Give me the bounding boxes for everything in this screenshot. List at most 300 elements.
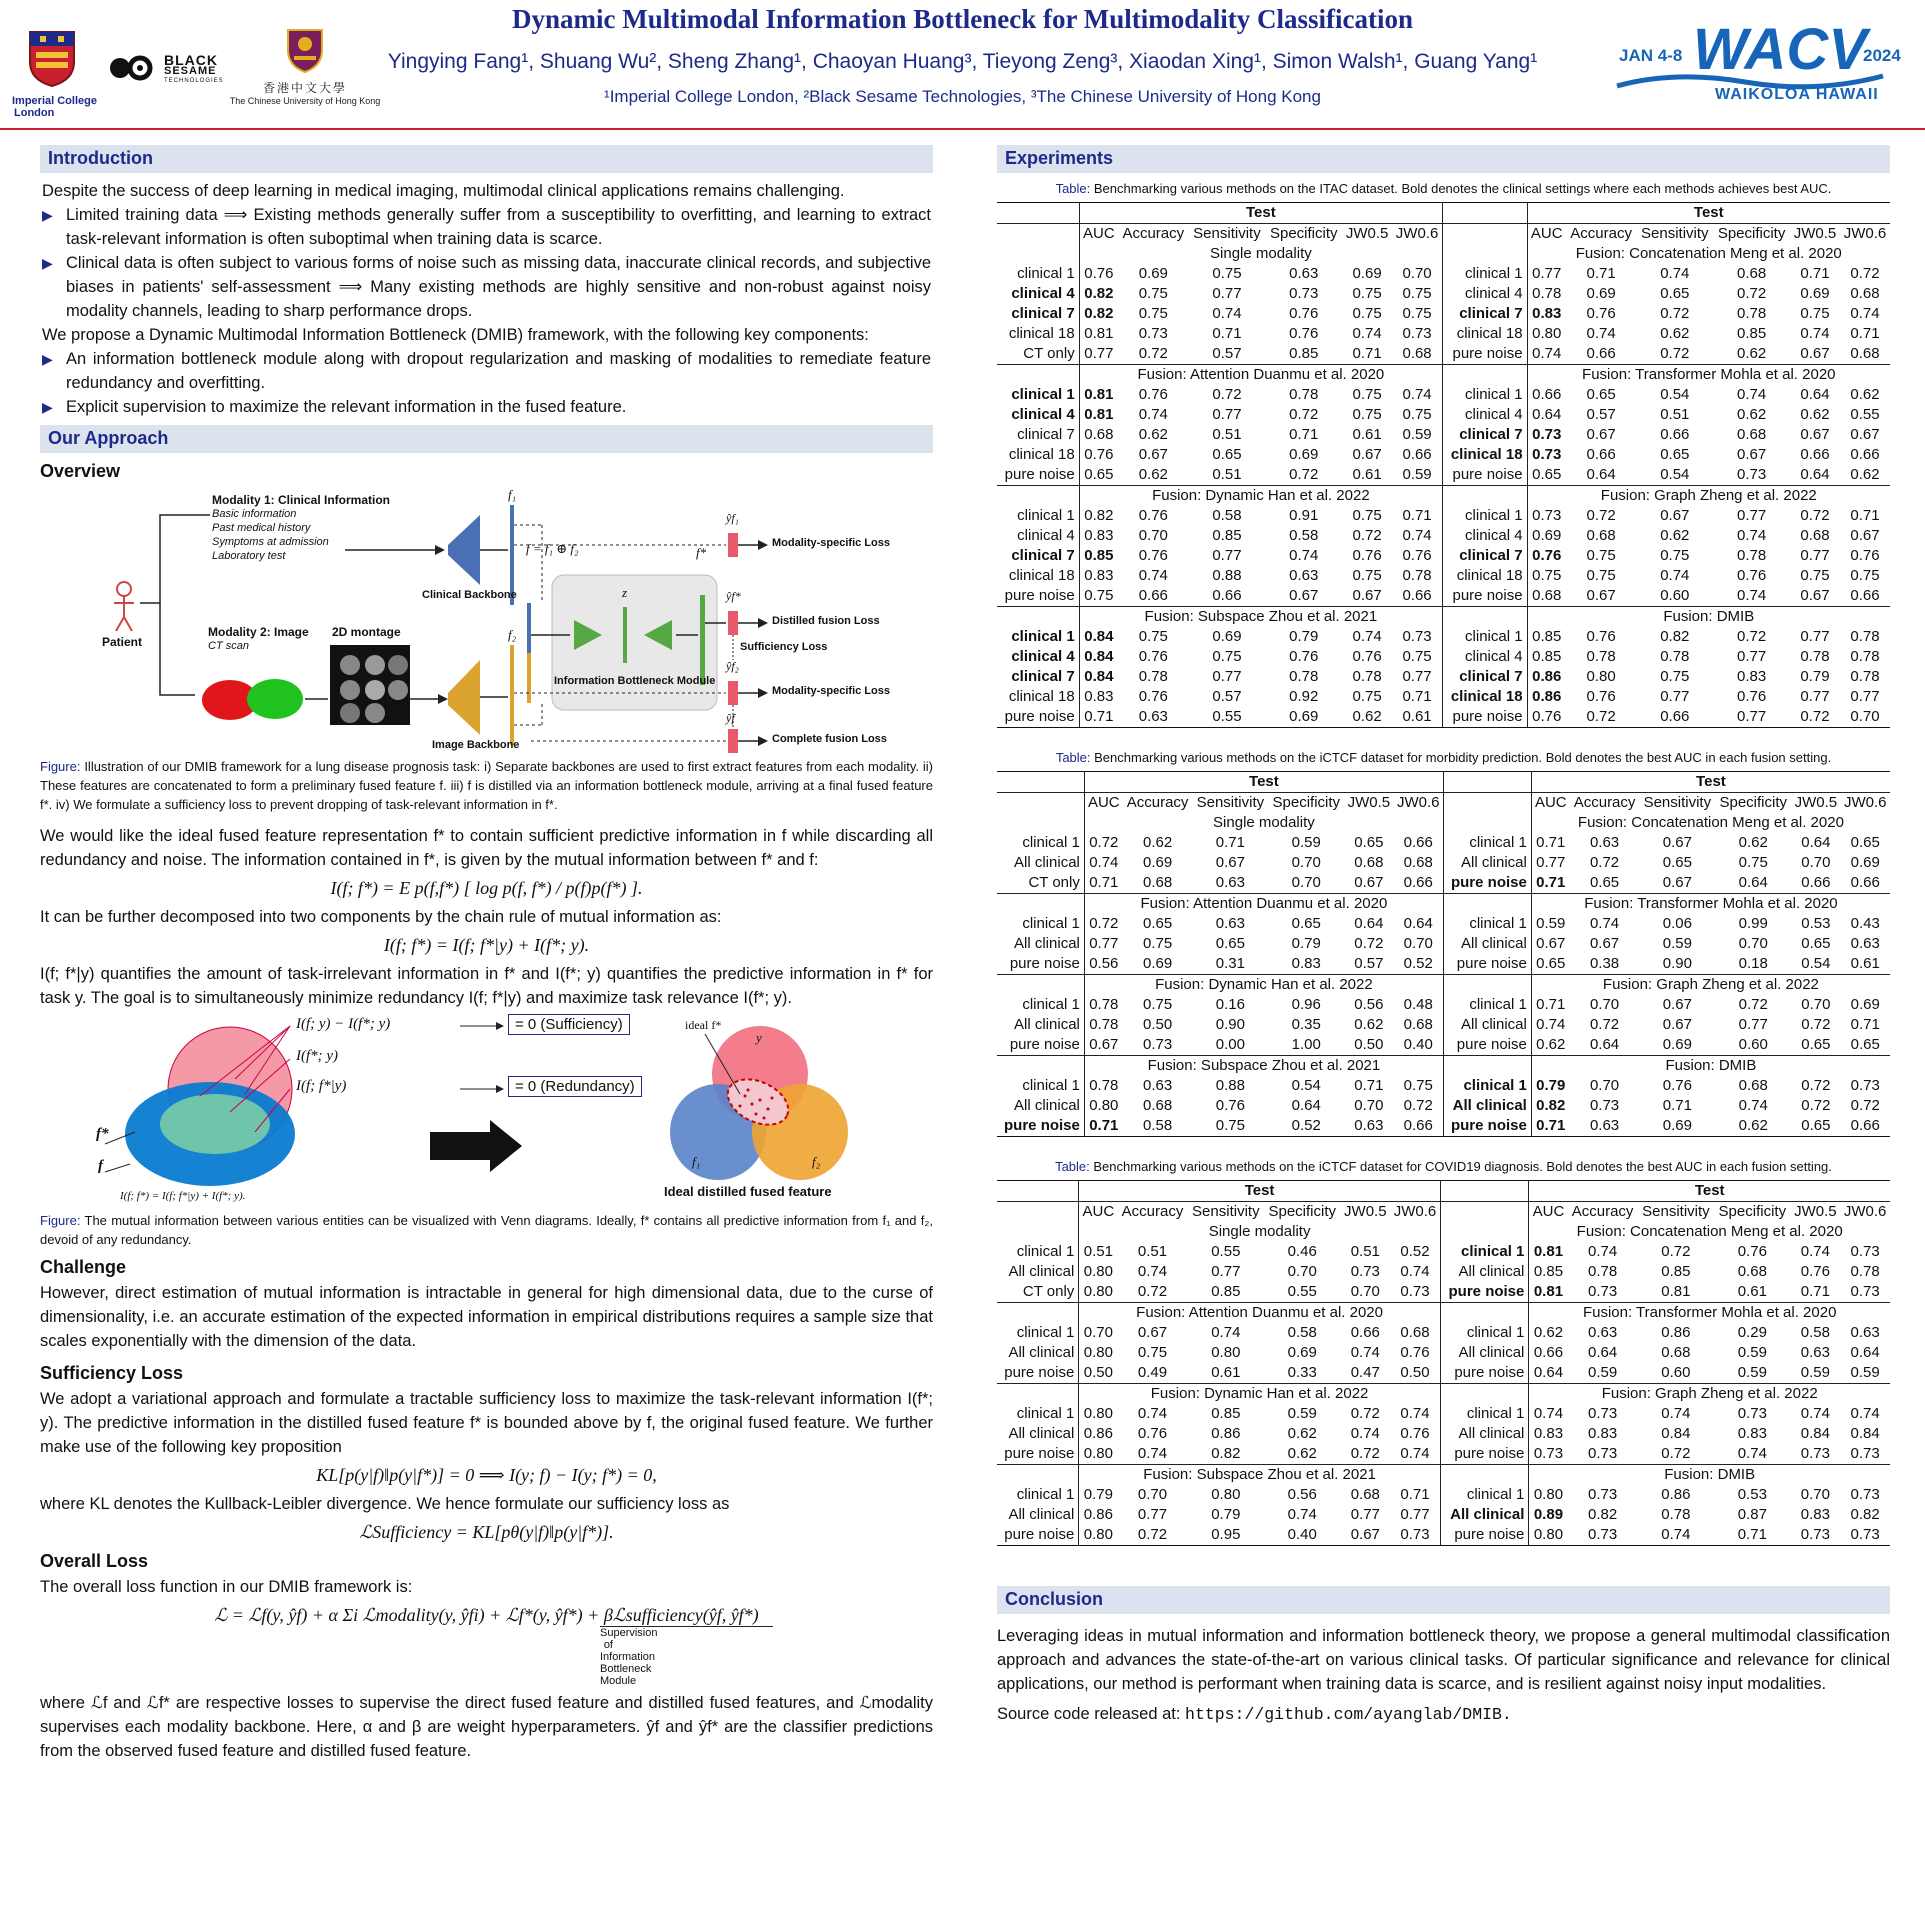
header-blank bbox=[1443, 203, 1528, 224]
intro-paragraph: Despite the success of deep learning in medical imaging, multimodal clinical applications remains challenging. bbox=[42, 182, 845, 200]
metric-value: 0.52 bbox=[1394, 954, 1444, 975]
metric-value: 0.68 bbox=[1390, 1323, 1440, 1343]
metric-value: 0.71 bbox=[1662, 1097, 1692, 1114]
metric-value: 0.77 bbox=[1800, 628, 1830, 645]
modality1-item: Past medical history bbox=[212, 522, 311, 534]
metric-value: 0.73 bbox=[1289, 285, 1319, 302]
metric-header: Accuracy bbox=[1123, 793, 1193, 814]
metric-value: 0.76 bbox=[1352, 547, 1382, 564]
metric-header: Sensitivity bbox=[1188, 1202, 1264, 1223]
metric-value: 0.06 bbox=[1662, 915, 1692, 932]
metric-header: Specificity bbox=[1713, 224, 1790, 245]
metric-value: 0.73 bbox=[1850, 1445, 1880, 1462]
ib-module-label: Information Bottleneck Module bbox=[554, 675, 716, 687]
metric-value: 0.69 bbox=[1850, 996, 1880, 1013]
metric-value: 0.46 bbox=[1287, 1243, 1317, 1260]
metric-value: 0.65 bbox=[1660, 285, 1690, 302]
metric-header: AUC bbox=[1079, 224, 1118, 245]
metric-value: 0.74 bbox=[1800, 325, 1830, 342]
section-title: Fusion: DMIB bbox=[1527, 607, 1890, 628]
header-blank bbox=[997, 1202, 1079, 1223]
setting-label: clinical 18 bbox=[997, 687, 1079, 707]
metric-value: 0.69 bbox=[1639, 1116, 1715, 1137]
metric-value: 0.65 bbox=[1142, 915, 1173, 932]
setting-label: pure noise bbox=[1440, 1282, 1529, 1303]
metric-value: 0.83 bbox=[1084, 527, 1114, 544]
setting-label: clinical 1 bbox=[997, 264, 1079, 284]
metric-value: 0.60 bbox=[1660, 587, 1690, 604]
metric-value: 0.68 bbox=[1142, 1097, 1173, 1114]
metric-value: 0.85 bbox=[1533, 1263, 1564, 1280]
metric-value: 0.66 bbox=[1392, 445, 1442, 465]
metric-value: 0.77 bbox=[1737, 507, 1767, 524]
table-row bbox=[997, 995, 1890, 1015]
metric-value: 0.75 bbox=[1138, 628, 1168, 645]
section-blank bbox=[1443, 975, 1531, 996]
metric-value: 0.70 bbox=[1801, 996, 1831, 1013]
metric-value: 0.70 bbox=[1083, 1324, 1113, 1341]
metric-value: 0.70 bbox=[1287, 1263, 1317, 1280]
metric-value: 0.85 bbox=[1737, 325, 1767, 342]
metric-value: 0.62 bbox=[1737, 406, 1767, 423]
metric-value: 0.75 bbox=[1660, 668, 1690, 685]
metric-value: 0.86 bbox=[1211, 1425, 1241, 1442]
setting-label: clinical 1 bbox=[1440, 1242, 1529, 1262]
metric-value: 0.74 bbox=[1350, 1425, 1380, 1442]
metric-value: 0.63 bbox=[1850, 935, 1880, 952]
metric-value: 0.65 bbox=[1660, 446, 1690, 463]
metric-value: 0.62 bbox=[1142, 834, 1173, 851]
metric-value: 0.58 bbox=[1289, 527, 1319, 544]
test-header: Test bbox=[1079, 1181, 1441, 1202]
metric-value: 0.66 bbox=[1394, 873, 1444, 894]
metric-header: Specificity bbox=[1268, 793, 1344, 814]
metric-header: JW0.5 bbox=[1344, 793, 1393, 814]
metric-value: 0.75 bbox=[1850, 567, 1880, 584]
metric-value: 0.48 bbox=[1394, 995, 1444, 1015]
metric-value: 0.70 bbox=[1350, 1283, 1380, 1300]
setting-label: pure noise bbox=[1443, 344, 1528, 365]
setting-label: clinical 1 bbox=[1443, 1076, 1531, 1096]
header-blank bbox=[997, 772, 1084, 793]
metric-value: 0.53 bbox=[1737, 1486, 1767, 1503]
wacv-logo bbox=[1615, 17, 1915, 110]
setting-label: clinical 18 bbox=[1443, 687, 1528, 707]
metric-value: 0.85 bbox=[1212, 527, 1242, 544]
metric-value: 0.76 bbox=[1737, 688, 1767, 705]
poster-title: Dynamic Multimodal Information Bottleneck for Multimodality Classification bbox=[512, 4, 1413, 34]
metric-value: 0.75 bbox=[1394, 1076, 1444, 1096]
metric-value: 0.70 bbox=[1291, 874, 1321, 891]
metric-value: 0.68 bbox=[1350, 1486, 1380, 1503]
metric-value: 0.62 bbox=[1850, 466, 1880, 483]
setting-label: clinical 1 bbox=[1440, 1404, 1529, 1424]
redundancy-paragraph: I(f; f*|y) quantifies the amount of task-irrelevant information in f* and I(f*; y) quantifies the predictive information in f* for task y. The goal is to simultaneously minimize redundancy I(f; f*|y) and maximize task relevance I(f*; y). bbox=[40, 965, 933, 1007]
metric-value: 0.80 bbox=[1083, 1263, 1113, 1280]
metric-value: 0.72 bbox=[1660, 345, 1690, 362]
header-blank bbox=[1443, 772, 1531, 793]
metric-value: 0.65 bbox=[1084, 466, 1114, 483]
metric-value: 0.72 bbox=[1589, 1016, 1620, 1033]
metric-value: 0.64 bbox=[1801, 834, 1831, 851]
metric-value: 0.68 bbox=[1737, 1263, 1767, 1280]
metric-value: 0.51 bbox=[1350, 1243, 1380, 1260]
results-table-2 bbox=[997, 750, 1890, 1137]
metric-value: 0.71 bbox=[1289, 426, 1319, 443]
metric-value: 0.70 bbox=[1394, 934, 1444, 954]
metric-header: JW0.6 bbox=[1840, 1202, 1890, 1223]
metric-value: 0.84 bbox=[1084, 628, 1114, 645]
metric-value: 0.80 bbox=[1083, 1283, 1113, 1300]
section-title: Fusion: Graph Zheng et al. 2022 bbox=[1531, 975, 1890, 996]
source-code-label: Source code released at: bbox=[997, 1705, 1181, 1723]
setting-label: pure noise bbox=[1440, 1363, 1529, 1384]
metric-value: 0.72 bbox=[1394, 1096, 1444, 1116]
metric-value: 0.77 bbox=[1390, 1505, 1440, 1525]
metric-value: 0.62 bbox=[1354, 1016, 1384, 1033]
metric-value: 0.57 bbox=[1354, 955, 1384, 972]
metric-value: 0.80 bbox=[1533, 1486, 1564, 1503]
metric-header: JW0.6 bbox=[1394, 793, 1444, 814]
metric-value: 0.57 bbox=[1212, 688, 1242, 705]
metric-value: 0.75 bbox=[1142, 935, 1173, 952]
results-table-1 bbox=[997, 181, 1890, 728]
metric-value: 0.52 bbox=[1390, 1242, 1440, 1262]
metric-value: 0.62 bbox=[1715, 1116, 1791, 1137]
venn-y: y bbox=[756, 1030, 762, 1045]
header-blank bbox=[1443, 224, 1528, 245]
metric-header: JW0.6 bbox=[1392, 224, 1442, 245]
metric-value: 0.74 bbox=[1661, 1405, 1691, 1422]
metric-value: 0.72 bbox=[1117, 1525, 1187, 1546]
technologies-text: TECHNOLOGIES bbox=[164, 78, 224, 84]
metric-value: 0.86 bbox=[1532, 688, 1562, 705]
metric-value: 0.74 bbox=[1533, 1405, 1564, 1422]
metric-value: 0.70 bbox=[1801, 854, 1831, 871]
modality1-item: Symptoms at admission bbox=[212, 536, 329, 548]
metric-value: 0.49 bbox=[1137, 1364, 1168, 1381]
metric-value: 0.74 bbox=[1738, 1097, 1768, 1114]
metric-value: 0.76 bbox=[1850, 547, 1880, 564]
metric-value: 0.78 bbox=[1850, 668, 1880, 685]
setting-label: pure noise bbox=[1443, 954, 1531, 975]
metric-value: 0.62 bbox=[1138, 426, 1168, 443]
metric-value: 0.75 bbox=[1352, 406, 1382, 423]
metric-value: 0.75 bbox=[1532, 567, 1562, 584]
metric-value: 0.68 bbox=[1800, 527, 1830, 544]
setting-label: clinical 7 bbox=[997, 667, 1079, 687]
metric-value: 0.74 bbox=[1638, 1525, 1714, 1546]
metric-value: 0.77 bbox=[1212, 285, 1242, 302]
section-title: Fusion: Graph Zheng et al. 2022 bbox=[1529, 1384, 1890, 1405]
metric-value: 0.75 bbox=[1586, 547, 1616, 564]
metric-value: 0.51 bbox=[1212, 426, 1242, 443]
metric-value: 0.74 bbox=[1532, 345, 1562, 362]
metric-value: 0.77 bbox=[1800, 547, 1830, 564]
redundancy-box: = 0 (Redundancy) bbox=[508, 1076, 642, 1097]
section-blank bbox=[1443, 1056, 1531, 1077]
metric-value: 0.92 bbox=[1289, 688, 1319, 705]
metric-value: 0.76 bbox=[1289, 325, 1319, 342]
metric-value: 0.80 bbox=[1083, 1445, 1113, 1462]
metric-value: 0.67 bbox=[1354, 874, 1384, 891]
metric-value: 0.71 bbox=[1531, 1116, 1569, 1137]
image-backbone-label: Image Backbone bbox=[432, 739, 520, 751]
metric-value: 0.76 bbox=[1390, 1343, 1440, 1363]
setting-label: clinical 1 bbox=[1443, 914, 1531, 934]
metric-value: 0.72 bbox=[1801, 1016, 1831, 1033]
metric-value: 0.76 bbox=[1137, 1425, 1168, 1442]
metric-value: 0.68 bbox=[1394, 1015, 1444, 1035]
fusion-equation: f = f₁ ⊕ f₂ bbox=[526, 541, 579, 556]
metric-value: 0.65 bbox=[1532, 466, 1562, 483]
section-blank bbox=[1443, 244, 1528, 264]
metric-value: 0.73 bbox=[1138, 325, 1168, 342]
setting-label: pure noise bbox=[1440, 1525, 1529, 1546]
metric-value: 0.72 bbox=[1138, 345, 1168, 362]
metric-value: 0.59 bbox=[1662, 935, 1692, 952]
metric-value: 0.72 bbox=[1738, 996, 1768, 1013]
metric-value: 0.74 bbox=[1352, 325, 1382, 342]
section-title: Single modality bbox=[1084, 813, 1443, 833]
metric-value: 0.85 bbox=[1211, 1405, 1241, 1422]
section-title: Fusion: Dynamic Han et al. 2022 bbox=[1079, 486, 1442, 507]
source-code-link[interactable]: https://github.com/ayanglab/DMIB. bbox=[1185, 1705, 1512, 1724]
mi-equation: I(f; f*) = E p(f,f*) [ log p(f, f*) / p(f)p(f*) ]. bbox=[330, 878, 643, 898]
metric-value: 0.74 bbox=[1737, 1445, 1767, 1462]
setting-label: pure noise bbox=[997, 1116, 1084, 1137]
metric-value: 0.40 bbox=[1394, 1035, 1444, 1056]
metric-value: 0.79 bbox=[1083, 1486, 1113, 1503]
metric-value: 0.54 bbox=[1801, 955, 1831, 972]
metric-value: 0.51 bbox=[1083, 1243, 1113, 1260]
metric-header: AUC bbox=[1531, 793, 1569, 814]
metric-value: 0.68 bbox=[1354, 854, 1384, 871]
metric-value: 0.75 bbox=[1352, 688, 1382, 705]
metric-value: 0.78 bbox=[1800, 648, 1830, 665]
metric-value: 0.75 bbox=[1137, 1344, 1168, 1361]
metric-value: 0.78 bbox=[1850, 628, 1880, 645]
metric-value: 0.69 bbox=[1142, 955, 1173, 972]
section-blank bbox=[1440, 1303, 1529, 1324]
metric-value: 0.52 bbox=[1268, 1116, 1344, 1137]
metric-value: 0.50 bbox=[1390, 1363, 1440, 1384]
metric-value: 0.82 bbox=[1588, 1506, 1618, 1523]
setting-label: pure noise bbox=[1443, 465, 1528, 486]
metric-value: 0.69 bbox=[1289, 446, 1319, 463]
metric-value: 0.65 bbox=[1536, 955, 1566, 972]
black-text: BLACK bbox=[164, 52, 218, 68]
metric-value: 0.55 bbox=[1211, 1243, 1241, 1260]
metric-header: Accuracy bbox=[1570, 793, 1640, 814]
metric-value: 0.74 bbox=[1850, 1405, 1880, 1422]
setting-label: clinical 1 bbox=[997, 914, 1084, 934]
metric-value: 0.51 bbox=[1137, 1243, 1168, 1260]
table-row bbox=[997, 1096, 1890, 1116]
metric-value: 0.76 bbox=[1586, 305, 1616, 322]
metric-value: 0.77 bbox=[1660, 688, 1690, 705]
section-blank bbox=[997, 607, 1079, 628]
modality1-title: Modality 1: Clinical Information bbox=[212, 493, 391, 507]
metric-value: 0.63 bbox=[1289, 265, 1319, 282]
table-row bbox=[997, 667, 1890, 687]
section-blank bbox=[1443, 365, 1528, 386]
section-blank bbox=[1443, 486, 1528, 507]
metric-value: 0.82 bbox=[1084, 285, 1114, 302]
metric-header: Sensitivity bbox=[1638, 1202, 1714, 1223]
metric-value: 0.80 bbox=[1529, 1525, 1568, 1546]
test-header: Test bbox=[1529, 1181, 1890, 1202]
metric-value: 0.91 bbox=[1289, 507, 1319, 524]
bullet-noisy-data: ▶ Clinical data is often subject to various forms of noise such as missing data, inaccurate clinical records, and subjective biases in patients' self-assessment ⟹ Many existing methods are highly sensitive and non-robust against noisy modality channels, leading to sharp performance drops. bbox=[42, 251, 931, 323]
metric-value: 0.67 bbox=[1662, 1016, 1692, 1033]
metric-value: 0.74 bbox=[1800, 1243, 1830, 1260]
metric-value: 0.63 bbox=[1142, 1077, 1173, 1094]
table-row bbox=[997, 506, 1890, 526]
bullet-supervision: ▶ Explicit supervision to maximize the relevant information in the fused feature. bbox=[42, 395, 931, 419]
metric-value: 0.69 bbox=[1265, 707, 1342, 728]
f1-label: f₁ bbox=[508, 487, 517, 502]
metric-header: JW0.6 bbox=[1840, 224, 1890, 245]
clinical-backbone-label: Clinical Backbone bbox=[422, 589, 517, 601]
metric-value: 0.78 bbox=[1850, 648, 1880, 665]
experiments-heading: Experiments bbox=[997, 145, 1890, 173]
metric-value: 0.55 bbox=[1850, 406, 1880, 423]
metric-value: 0.65 bbox=[1215, 935, 1245, 952]
metric-value: 0.86 bbox=[1661, 1324, 1691, 1341]
metric-value: 0.78 bbox=[1737, 305, 1767, 322]
setting-label: clinical 1 bbox=[997, 1242, 1079, 1262]
table-row bbox=[997, 873, 1890, 894]
montage-label: 2D montage bbox=[332, 625, 401, 639]
section-title: Fusion: Transformer Mohla et al. 2020 bbox=[1527, 365, 1890, 386]
figure1-caption bbox=[40, 757, 933, 814]
metric-value: 0.73 bbox=[1588, 1405, 1618, 1422]
metric-value: 0.76 bbox=[1084, 446, 1114, 463]
venn-label-2: I(f*; y) bbox=[296, 1048, 339, 1064]
metric-value: 0.50 bbox=[1083, 1364, 1113, 1381]
results-table bbox=[997, 1180, 1890, 1546]
section-title: Fusion: Transformer Mohla et al. 2020 bbox=[1531, 894, 1890, 915]
metric-value: 0.63 bbox=[1800, 1344, 1830, 1361]
metric-value: 0.75 bbox=[1392, 647, 1442, 667]
table-row bbox=[997, 546, 1890, 566]
metric-value: 0.75 bbox=[1352, 386, 1382, 403]
metric-value: 0.86 bbox=[1661, 1486, 1691, 1503]
section-blank bbox=[1440, 1222, 1529, 1242]
metric-value: 0.76 bbox=[1215, 1097, 1245, 1114]
metric-value: 0.68 bbox=[1142, 874, 1173, 891]
metric-value: 0.79 bbox=[1800, 668, 1830, 685]
metric-header: Accuracy bbox=[1117, 1202, 1187, 1223]
metric-value: 0.74 bbox=[1392, 526, 1442, 546]
metric-value: 0.77 bbox=[1850, 688, 1880, 705]
table-row bbox=[997, 324, 1890, 344]
setting-label: clinical 7 bbox=[1443, 667, 1528, 687]
metric-value: 0.72 bbox=[1790, 707, 1840, 728]
metric-value: 0.61 bbox=[1352, 466, 1382, 483]
metric-value: 0.75 bbox=[1586, 567, 1616, 584]
metric-value: 0.64 bbox=[1588, 1344, 1618, 1361]
metric-value: 0.75 bbox=[1212, 265, 1242, 282]
table-row bbox=[997, 1404, 1890, 1424]
metric-value: 0.67 bbox=[1850, 527, 1880, 544]
metric-value: 0.67 bbox=[1340, 1525, 1390, 1546]
section-title: Fusion: Attention Duanmu et al. 2020 bbox=[1079, 365, 1442, 386]
metric-value: 0.67 bbox=[1662, 996, 1692, 1013]
metric-value: 0.70 bbox=[1354, 1097, 1384, 1114]
metric-value: 0.67 bbox=[1660, 507, 1690, 524]
wacv-name: WACV bbox=[1693, 17, 1867, 82]
metric-value: 0.64 bbox=[1800, 386, 1830, 403]
metric-value: 0.71 bbox=[1212, 325, 1242, 342]
metric-value: 0.67 bbox=[1800, 345, 1830, 362]
metric-value: 0.62 bbox=[1342, 707, 1392, 728]
author-list: Yingying Fang¹, Shuang Wu², Sheng Zhang¹, Chaoyan Huang³, Tieyong Zeng³, Xiaodan Xing¹, Simon Walsh¹, Guang Yang¹ bbox=[387, 50, 1538, 73]
metric-value: 0.72 bbox=[1850, 265, 1880, 282]
metric-value: 0.55 bbox=[1287, 1283, 1317, 1300]
table-row bbox=[997, 914, 1890, 934]
metric-value: 0.59 bbox=[1800, 1364, 1830, 1381]
metric-value: 0.59 bbox=[1850, 1364, 1880, 1381]
yf2-label: ŷf₂ bbox=[726, 659, 739, 673]
metric-value: 0.58 bbox=[1800, 1324, 1830, 1341]
conclusion-heading: Conclusion bbox=[997, 1586, 1890, 1614]
metric-value: 0.78 bbox=[1737, 547, 1767, 564]
metric-value: 0.80 bbox=[1211, 1344, 1241, 1361]
metric-value: 0.77 bbox=[1350, 1506, 1380, 1523]
metric-value: 0.63 bbox=[1289, 567, 1319, 584]
metric-header: Sensitivity bbox=[1639, 793, 1715, 814]
metric-value: 0.71 bbox=[1850, 325, 1880, 342]
metric-value: 0.66 bbox=[1138, 587, 1168, 604]
table-row bbox=[997, 284, 1890, 304]
metric-value: 0.72 bbox=[1737, 628, 1767, 645]
metric-value: 0.70 bbox=[1392, 264, 1442, 284]
metric-value: 0.62 bbox=[1738, 834, 1768, 851]
metric-value: 0.72 bbox=[1661, 1243, 1691, 1260]
metric-value: 0.81 bbox=[1533, 1243, 1564, 1260]
metric-value: 0.83 bbox=[1084, 688, 1114, 705]
results-table bbox=[997, 771, 1890, 1137]
overall-loss-paragraph: The overall loss function in our DMIB framework is: bbox=[40, 1578, 413, 1596]
setting-label: clinical 1 bbox=[997, 627, 1079, 647]
black-sesame-mark-icon bbox=[108, 52, 158, 84]
table-caption bbox=[997, 1159, 1890, 1174]
figure2-label: Figure: bbox=[40, 1213, 81, 1228]
metric-value: 0.81 bbox=[1084, 325, 1114, 342]
metric-value: 0.67 bbox=[1850, 426, 1880, 443]
metric-value: 0.82 bbox=[1084, 305, 1114, 322]
metric-value: 0.67 bbox=[1536, 935, 1566, 952]
metric-value: 0.80 bbox=[1586, 668, 1616, 685]
metric-value: 0.62 bbox=[1660, 325, 1690, 342]
metric-value: 0.72 bbox=[1350, 1445, 1380, 1462]
metric-value: 0.54 bbox=[1291, 1077, 1321, 1094]
metric-value: 0.74 bbox=[1137, 1263, 1168, 1280]
test-header: Test bbox=[1527, 203, 1890, 224]
venn-label-1: I(f; y) − I(f*; y) bbox=[296, 1016, 391, 1032]
test-header: Test bbox=[1531, 772, 1890, 793]
metric-value: 0.75 bbox=[1352, 305, 1382, 322]
metric-value: 0.69 bbox=[1212, 628, 1242, 645]
metric-value: 0.74 bbox=[1350, 1344, 1380, 1361]
sufficiency-box: = 0 (Sufficiency) bbox=[508, 1014, 630, 1035]
metric-value: 0.67 bbox=[1352, 446, 1382, 463]
metric-value: 0.74 bbox=[1211, 1324, 1241, 1341]
setting-label: pure noise bbox=[1443, 586, 1528, 607]
setting-label: All clinical bbox=[997, 1424, 1079, 1444]
